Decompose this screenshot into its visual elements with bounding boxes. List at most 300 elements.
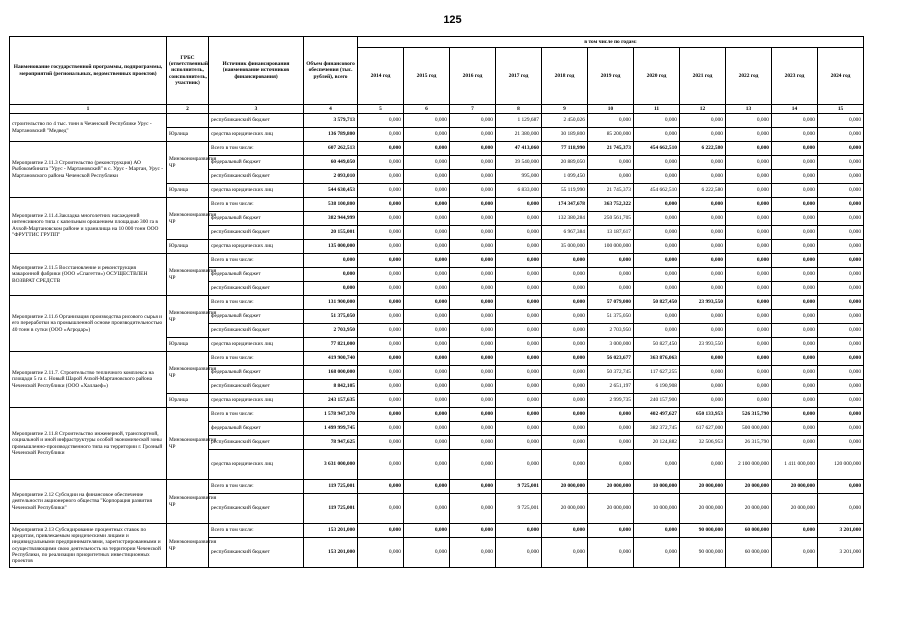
year-value-cell: 0,000: [404, 436, 450, 450]
year-value-cell: 0,000: [588, 422, 634, 436]
year-value-cell: 0,000: [772, 184, 818, 198]
year-value-cell: 0,000: [450, 198, 496, 212]
year-value-cell: 32 506,953: [680, 436, 726, 450]
total-value-cell: 131 900,000: [304, 296, 358, 310]
table-row: [10, 254, 864, 268]
year-value-cell: 0,000: [818, 114, 864, 128]
year-value-cell: 0,000: [588, 254, 634, 268]
year-value-cell: 6 190,908: [634, 380, 680, 394]
year-value-cell: 0,000: [818, 212, 864, 226]
year-value-cell: 0,000: [450, 184, 496, 198]
year-value-cell: 3 201,000: [818, 538, 864, 568]
year-value-cell: 2 999,735: [588, 394, 634, 408]
year-value-cell: 0,000: [634, 310, 680, 324]
total-value-cell: 2 093,010: [304, 170, 358, 184]
year-value-cell: 363 876,063: [634, 352, 680, 366]
year-value-cell: 0,000: [450, 296, 496, 310]
total-value-cell: 0,000: [304, 254, 358, 268]
year-value-cell: 0,000: [818, 408, 864, 422]
year-value-cell: 382 372,745: [634, 422, 680, 436]
total-value-cell: 538 100,800: [304, 198, 358, 212]
year-value-cell: 0,000: [450, 156, 496, 170]
year-value-cell: 0,000: [818, 128, 864, 142]
year-value-cell: 39 540,000: [496, 156, 542, 170]
year-value-cell: 0,000: [404, 408, 450, 422]
source-cell: федеральный бюджет: [209, 212, 304, 226]
year-value-cell: 0,000: [680, 212, 726, 226]
year-value-cell: 0,000: [358, 436, 404, 450]
year-value-cell: 0,000: [450, 538, 496, 568]
year-value-cell: 0,000: [588, 114, 634, 128]
year-value-cell: 250 561,705: [588, 212, 634, 226]
header-year: 2024 год: [818, 48, 864, 105]
grbs-cell: Минэкономразвития ЧР: [167, 198, 209, 240]
year-value-cell: 0,000: [772, 282, 818, 296]
year-value-cell: 1 099,450: [542, 170, 588, 184]
year-value-cell: 0,000: [496, 268, 542, 282]
year-value-cell: 0,000: [772, 198, 818, 212]
year-value-cell: 0,000: [588, 450, 634, 480]
year-value-cell: 0,000: [726, 394, 772, 408]
column-number: 15: [818, 105, 864, 114]
header-name: Наименование государственной программы, подпрограммы, мероприятий (региональных, ведомственных проектов): [10, 37, 167, 105]
year-value-cell: 0,000: [542, 450, 588, 480]
year-value-cell: 0,000: [496, 450, 542, 480]
table-row: [10, 142, 864, 156]
year-value-cell: 0,000: [588, 170, 634, 184]
table-row: [10, 480, 864, 494]
total-value-cell: 419 900,740: [304, 352, 358, 366]
year-value-cell: 0,000: [726, 296, 772, 310]
table-row: [10, 352, 864, 366]
year-value-cell: 0,000: [818, 296, 864, 310]
year-value-cell: 0,000: [680, 268, 726, 282]
year-value-cell: 20 000,000: [588, 480, 634, 494]
year-value-cell: 0,000: [404, 296, 450, 310]
year-value-cell: 0,000: [358, 366, 404, 380]
year-value-cell: 0,000: [450, 324, 496, 338]
year-value-cell: 0,000: [772, 226, 818, 240]
year-value-cell: 20 000,000: [588, 494, 634, 524]
source-cell: республиканский бюджет: [209, 324, 304, 338]
year-value-cell: 995,000: [496, 170, 542, 184]
year-value-cell: 30 189,800: [542, 128, 588, 142]
year-value-cell: 0,000: [542, 254, 588, 268]
year-value-cell: 0,000: [404, 170, 450, 184]
year-value-cell: 0,000: [726, 310, 772, 324]
year-value-cell: 0,000: [358, 254, 404, 268]
year-value-cell: 0,000: [450, 212, 496, 226]
source-cell: Всего в том числе:: [209, 524, 304, 538]
year-value-cell: 0,000: [726, 352, 772, 366]
grbs-cell: Минэкономразвития ЧР: [167, 352, 209, 394]
year-value-cell: 0,000: [496, 226, 542, 240]
year-value-cell: 0,000: [404, 226, 450, 240]
year-value-cell: 20 000,000: [680, 480, 726, 494]
year-value-cell: 0,000: [772, 142, 818, 156]
source-cell: республиканский бюджет: [209, 380, 304, 394]
year-value-cell: 0,000: [634, 324, 680, 338]
year-value-cell: 0,000: [818, 494, 864, 524]
grbs-cell: Минэкономразвития ЧР: [167, 408, 209, 480]
header-year: 2022 год: [726, 48, 772, 105]
header-year: 2017 год: [496, 48, 542, 105]
header-year: 2021 год: [680, 48, 726, 105]
year-value-cell: 55 119,990: [542, 184, 588, 198]
year-value-cell: 3 201,000: [818, 524, 864, 538]
year-value-cell: 617 627,000: [680, 422, 726, 436]
total-value-cell: 78 947,625: [304, 436, 358, 450]
program-name-cell: строительство по 4 тыс. тонн в Чеченской Республике Урус - Мартановский "Медвед": [10, 114, 167, 142]
column-number: 1: [10, 105, 167, 114]
year-value-cell: 0,000: [634, 524, 680, 538]
source-cell: республиканский бюджет: [209, 538, 304, 568]
total-value-cell: 153 201,000: [304, 538, 358, 568]
year-value-cell: 0,000: [680, 170, 726, 184]
year-value-cell: 0,000: [772, 310, 818, 324]
table-row: [10, 114, 864, 128]
column-number: 3: [209, 105, 304, 114]
year-value-cell: 0,000: [542, 268, 588, 282]
year-value-cell: 0,000: [542, 422, 588, 436]
grbs-cell: Минэкономразвития ЧР: [167, 296, 209, 338]
year-value-cell: 0,000: [404, 450, 450, 480]
total-value-cell: 168 000,000: [304, 366, 358, 380]
year-value-cell: 0,000: [450, 142, 496, 156]
year-value-cell: 0,000: [450, 494, 496, 524]
header-year: 2015 год: [404, 48, 450, 105]
budget-table: [9, 36, 864, 568]
year-value-cell: 2 450,026: [542, 114, 588, 128]
year-value-cell: 0,000: [542, 408, 588, 422]
year-value-cell: 0,000: [358, 128, 404, 142]
total-value-cell: 607 262,513: [304, 142, 358, 156]
year-value-cell: 0,000: [634, 226, 680, 240]
year-value-cell: 0,000: [634, 114, 680, 128]
column-number: 14: [772, 105, 818, 114]
year-value-cell: 0,000: [818, 480, 864, 494]
year-value-cell: 20 000,000: [772, 494, 818, 524]
program-name-cell: Мероприятие 2.11.5 Восстановление и реконструкция макаронной фабрики (ООО «Спагетти») ОСУЩЕСТВЛЕН ВОЗВРАТ СРЕДСТВ: [10, 254, 167, 296]
year-value-cell: 20 000,000: [542, 494, 588, 524]
total-value-cell: 0,000: [304, 282, 358, 296]
year-value-cell: 0,000: [542, 324, 588, 338]
year-value-cell: 0,000: [496, 524, 542, 538]
year-value-cell: 363 752,322: [588, 198, 634, 212]
year-value-cell: 0,000: [588, 268, 634, 282]
header-year: 2020 год: [634, 48, 680, 105]
year-value-cell: 500 000,000: [726, 422, 772, 436]
grbs-cell: Юрлица: [167, 240, 209, 254]
year-value-cell: 0,000: [726, 142, 772, 156]
header-grbs: ГРБС (ответственный исполнитель, соисполнитель, участник): [167, 37, 209, 105]
program-name-cell: Мероприятие 2.12 Субсидии на финансовое обеспечение деятельности акционерного общества "Корпорация развития Чеченской Республики": [10, 480, 167, 524]
year-value-cell: 6 967,384: [542, 226, 588, 240]
total-value-cell: 3 631 000,000: [304, 450, 358, 480]
year-value-cell: 0,000: [726, 282, 772, 296]
source-cell: Всего в том числе:: [209, 408, 304, 422]
year-value-cell: 0,000: [542, 282, 588, 296]
year-value-cell: 57 079,000: [588, 296, 634, 310]
total-value-cell: 243 157,635: [304, 394, 358, 408]
year-value-cell: 13 187,617: [588, 226, 634, 240]
grbs-cell: Юрлица: [167, 338, 209, 352]
total-value-cell: 119 725,001: [304, 480, 358, 494]
year-value-cell: 0,000: [404, 114, 450, 128]
program-name-cell: Мероприятия 2.13 Субсидирование процентных ставок по кредитам, привлекаемым юридическими лицами и индивидуальными предпринимателями, зарегистрированными и осуществляющими свою деятельность на территории Чеченской Республики, по реализации приоритетных инвестиционных проектов: [10, 524, 167, 568]
header-year: 2023 год: [772, 48, 818, 105]
column-number: 5: [358, 105, 404, 114]
year-value-cell: 0,000: [404, 394, 450, 408]
year-value-cell: 0,000: [634, 538, 680, 568]
year-value-cell: 0,000: [450, 226, 496, 240]
source-cell: средства юридических лиц: [209, 240, 304, 254]
column-number: 6: [404, 105, 450, 114]
year-value-cell: 20 000,000: [542, 480, 588, 494]
year-value-cell: 0,000: [634, 240, 680, 254]
year-value-cell: 0,000: [358, 226, 404, 240]
year-value-cell: 60 000,000: [726, 524, 772, 538]
year-value-cell: 0,000: [818, 226, 864, 240]
year-value-cell: 0,000: [772, 324, 818, 338]
year-value-cell: 0,000: [772, 352, 818, 366]
column-number: 11: [634, 105, 680, 114]
year-value-cell: 0,000: [450, 114, 496, 128]
header-year: 2014 год: [358, 48, 404, 105]
grbs-cell: Юрлица: [167, 394, 209, 408]
year-value-cell: 0,000: [772, 394, 818, 408]
year-value-cell: 0,000: [634, 212, 680, 226]
source-cell: республиканский бюджет: [209, 282, 304, 296]
source-cell: федеральный бюджет: [209, 268, 304, 282]
year-value-cell: 0,000: [496, 538, 542, 568]
year-value-cell: 0,000: [680, 240, 726, 254]
year-value-cell: 0,000: [496, 338, 542, 352]
year-value-cell: 0,000: [358, 170, 404, 184]
source-cell: федеральный бюджет: [209, 366, 304, 380]
year-value-cell: 26 315,790: [726, 436, 772, 450]
year-value-cell: 0,000: [358, 184, 404, 198]
year-value-cell: 0,000: [634, 170, 680, 184]
year-value-cell: 0,000: [818, 310, 864, 324]
year-value-cell: 0,000: [358, 114, 404, 128]
source-cell: федеральный бюджет: [209, 310, 304, 324]
year-value-cell: 0,000: [726, 338, 772, 352]
year-value-cell: 0,000: [818, 352, 864, 366]
year-value-cell: 77 118,990: [542, 142, 588, 156]
year-value-cell: 35 000,000: [542, 240, 588, 254]
year-value-cell: 0,000: [726, 114, 772, 128]
source-cell: республиканский бюджет: [209, 114, 304, 128]
year-value-cell: 0,000: [404, 310, 450, 324]
column-number: 7: [450, 105, 496, 114]
year-value-cell: 60 000,000: [726, 538, 772, 568]
year-value-cell: 0,000: [358, 408, 404, 422]
year-value-cell: 0,000: [404, 240, 450, 254]
year-value-cell: 0,000: [450, 170, 496, 184]
year-value-cell: 0,000: [404, 254, 450, 268]
year-value-cell: 0,000: [680, 352, 726, 366]
year-value-cell: 0,000: [450, 268, 496, 282]
year-value-cell: 0,000: [496, 422, 542, 436]
year-value-cell: 0,000: [772, 254, 818, 268]
year-value-cell: 0,000: [818, 156, 864, 170]
year-value-cell: 0,000: [404, 128, 450, 142]
table-row: [10, 408, 864, 422]
year-value-cell: 0,000: [680, 226, 726, 240]
year-value-cell: 0,000: [772, 296, 818, 310]
program-name-cell: Мероприятие 2.11.6 Организация производства рисового сырья и его переработки на промышленной основе производительностью 40 тонн в сутки (ООО «Агродар»): [10, 296, 167, 352]
header-source: Источник финансирования (наименование источников финансирования): [209, 37, 304, 105]
year-value-cell: 0,000: [542, 538, 588, 568]
year-value-cell: 0,000: [772, 170, 818, 184]
year-value-cell: 23 993,550: [680, 296, 726, 310]
source-cell: республиканский бюджет: [209, 494, 304, 524]
year-value-cell: 0,000: [772, 366, 818, 380]
year-value-cell: 117 627,255: [634, 366, 680, 380]
year-value-cell: 0,000: [358, 338, 404, 352]
year-value-cell: 0,000: [358, 394, 404, 408]
year-value-cell: 20 889,050: [542, 156, 588, 170]
year-value-cell: 0,000: [818, 268, 864, 282]
program-name-cell: Мероприятие 2.11.3 Строительство (реконструкция) АО Рыбокомбината "Урус - Мартановский" в с. Урус - Мартан, Урус - Мартановского района Чеченской Республики: [10, 142, 167, 198]
year-value-cell: 0,000: [358, 422, 404, 436]
year-value-cell: 0,000: [726, 254, 772, 268]
total-value-cell: 20 155,001: [304, 226, 358, 240]
year-value-cell: 0,000: [818, 240, 864, 254]
year-value-cell: 0,000: [726, 324, 772, 338]
year-value-cell: 0,000: [818, 436, 864, 450]
year-value-cell: 0,000: [680, 380, 726, 394]
table-row: [10, 198, 864, 212]
year-value-cell: 0,000: [496, 310, 542, 324]
year-value-cell: 0,000: [450, 128, 496, 142]
column-number: 9: [542, 105, 588, 114]
year-value-cell: 0,000: [726, 198, 772, 212]
year-value-cell: 0,000: [496, 254, 542, 268]
source-cell: Всего в том числе:: [209, 296, 304, 310]
year-value-cell: 0,000: [358, 212, 404, 226]
year-value-cell: 0,000: [772, 212, 818, 226]
year-value-cell: 0,000: [450, 310, 496, 324]
year-value-cell: 0,000: [404, 480, 450, 494]
year-value-cell: 0,000: [726, 212, 772, 226]
year-value-cell: 0,000: [358, 310, 404, 324]
year-value-cell: 0,000: [404, 366, 450, 380]
year-value-cell: 0,000: [772, 156, 818, 170]
year-value-cell: 0,000: [726, 170, 772, 184]
year-value-cell: 0,000: [726, 226, 772, 240]
table-row: [10, 296, 864, 310]
year-value-cell: 1 411 000,000: [772, 450, 818, 480]
source-cell: средства юридических лиц: [209, 394, 304, 408]
year-value-cell: 0,000: [634, 156, 680, 170]
year-value-cell: 21 745,373: [588, 142, 634, 156]
year-value-cell: 0,000: [818, 422, 864, 436]
year-value-cell: 0,000: [772, 380, 818, 394]
year-value-cell: 0,000: [404, 198, 450, 212]
year-value-cell: 0,000: [772, 408, 818, 422]
year-value-cell: 0,000: [818, 142, 864, 156]
year-value-cell: 0,000: [726, 268, 772, 282]
total-value-cell: 77 821,000: [304, 338, 358, 352]
year-value-cell: 0,000: [358, 324, 404, 338]
year-value-cell: 0,000: [496, 366, 542, 380]
year-value-cell: 0,000: [772, 436, 818, 450]
year-value-cell: 0,000: [588, 156, 634, 170]
header-year: 2019 год: [588, 48, 634, 105]
page-number: 125: [443, 14, 462, 26]
year-value-cell: 50 827,450: [634, 296, 680, 310]
year-value-cell: 0,000: [450, 436, 496, 450]
year-value-cell: 0,000: [358, 494, 404, 524]
year-value-cell: 0,000: [450, 338, 496, 352]
year-value-cell: 0,000: [358, 142, 404, 156]
year-value-cell: 0,000: [496, 324, 542, 338]
year-value-cell: 0,000: [404, 184, 450, 198]
year-value-cell: 0,000: [680, 254, 726, 268]
year-value-cell: 0,000: [680, 282, 726, 296]
grbs-cell: Юрлица: [167, 128, 209, 142]
year-value-cell: 0,000: [358, 282, 404, 296]
year-value-cell: 0,000: [726, 240, 772, 254]
year-value-cell: 2 651,197: [588, 380, 634, 394]
header-year: 2018 год: [542, 48, 588, 105]
year-value-cell: 0,000: [450, 422, 496, 436]
table-header: [10, 37, 864, 114]
year-value-cell: 650 133,953: [680, 408, 726, 422]
year-value-cell: 0,000: [634, 282, 680, 296]
year-value-cell: 0,000: [772, 524, 818, 538]
year-value-cell: 0,000: [358, 538, 404, 568]
year-value-cell: 6 222,580: [680, 184, 726, 198]
year-value-cell: 0,000: [818, 254, 864, 268]
year-value-cell: 0,000: [496, 282, 542, 296]
total-value-cell: 153 201,000: [304, 524, 358, 538]
total-value-cell: 135 000,000: [304, 240, 358, 254]
year-value-cell: 0,000: [542, 524, 588, 538]
year-value-cell: 0,000: [542, 352, 588, 366]
year-value-cell: 0,000: [542, 436, 588, 450]
year-value-cell: 0,000: [358, 268, 404, 282]
year-value-cell: 0,000: [450, 380, 496, 394]
year-value-cell: 174 347,678: [542, 198, 588, 212]
year-value-cell: 6 222,580: [680, 142, 726, 156]
grbs-cell: [167, 114, 209, 128]
year-value-cell: 0,000: [404, 352, 450, 366]
year-value-cell: 0,000: [404, 142, 450, 156]
header-volume: Объем финансового обеспечения (тыс. рублей), всего: [304, 37, 358, 105]
year-value-cell: 2 703,950: [588, 324, 634, 338]
year-value-cell: 0,000: [680, 156, 726, 170]
year-value-cell: 0,000: [634, 450, 680, 480]
year-value-cell: 0,000: [680, 128, 726, 142]
year-value-cell: 0,000: [358, 198, 404, 212]
year-value-cell: 23 993,550: [680, 338, 726, 352]
year-value-cell: 0,000: [496, 212, 542, 226]
year-value-cell: 0,000: [772, 268, 818, 282]
year-value-cell: 0,000: [358, 480, 404, 494]
year-value-cell: 0,000: [634, 268, 680, 282]
year-value-cell: 90 000,000: [680, 524, 726, 538]
source-cell: средства юридических лиц: [209, 338, 304, 352]
year-value-cell: 0,000: [404, 494, 450, 524]
year-value-cell: 0,000: [588, 436, 634, 450]
table-row: [10, 524, 864, 538]
year-value-cell: 0,000: [358, 380, 404, 394]
year-value-cell: 0,000: [450, 254, 496, 268]
source-cell: Всего в том числе:: [209, 352, 304, 366]
